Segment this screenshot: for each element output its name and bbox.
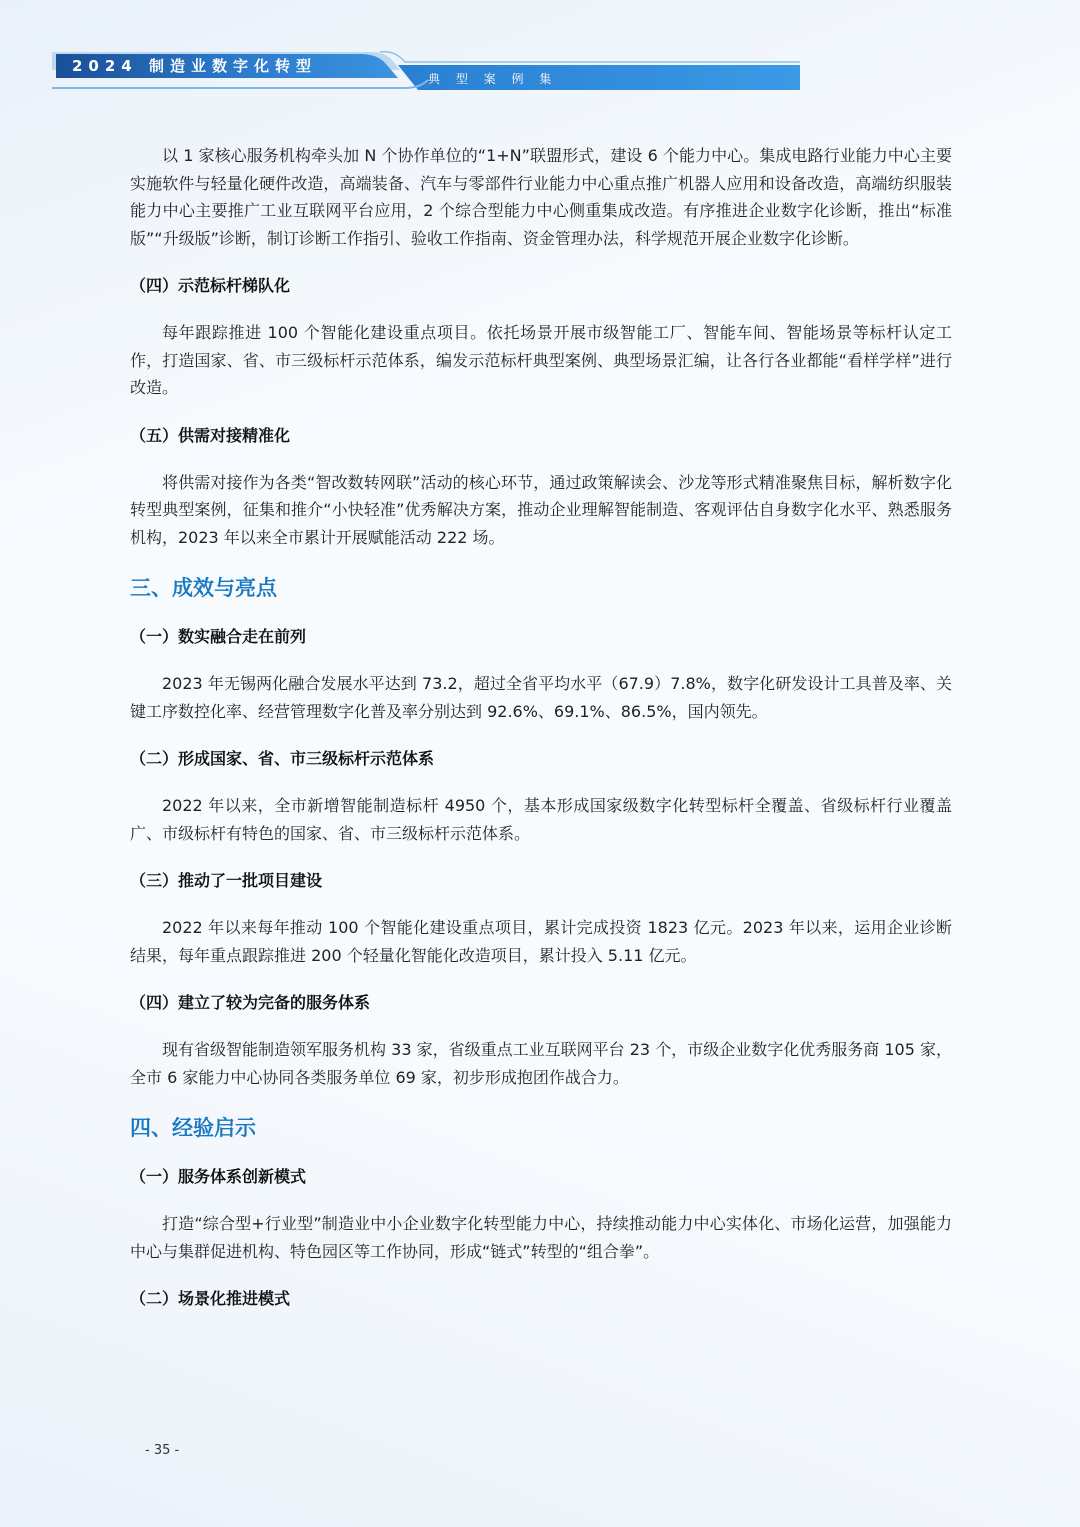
paragraph: 每年跟踪推进 100 个智能化建设重点项目。依托场景开展市级智能工厂、智能车间、智能场景等标杆认定工作，打造国家、省、市三级标杆示范体系，编发示范标杆典型案例、典型场景汇编，让各行各业都能“看样学样”进行改造。 (130, 323, 952, 397)
subsection-heading: （三）推动了一批项目建设 (130, 871, 323, 890)
article-body (130, 142, 952, 1312)
header-title: 2024 制造业数字化转型 (72, 57, 317, 75)
subsection-heading: （一）服务体系创新模式 (130, 1167, 307, 1186)
header-subtitle: 典 型 案 例 集 (428, 72, 558, 86)
paragraph: 现有省级智能制造领军服务机构 33 家，省级重点工业互联网平台 23 个，市级企业数字化优秀服务商 105 家，全市 6 家能力中心协同各类服务单位 69 家，初步形成抱团作战合力。 (130, 1040, 952, 1087)
paragraph: 打造“综合型+行业型”制造业中小企业数字化转型能力中心，持续推动能力中心实体化、市场化运营，加强能力中心与集群促进机构、特色园区等工作协同，形成“链式”转型的“组合拳”。 (130, 1214, 952, 1261)
paragraph: 将供需对接作为各类“智改数转网联”活动的核心环节，通过政策解读会、沙龙等形式精准聚焦目标，解析数字化转型典型案例，征集和推介“小快轻准”优秀解决方案，推动企业理解智能制造、客观评估自身数字化水平、熟悉服务机构，2023 年以来全市累计开展赋能活动 222 场。 (130, 472, 952, 547)
subsection-heading: （四）示范标杆梯队化 (130, 276, 291, 295)
section-title: 四、经验启示 (130, 1116, 256, 1140)
section-title: 三、成效与亮点 (130, 576, 277, 600)
paragraph: 2023 年无锡两化融合发展水平达到 73.2，超过全省平均水平（67.9）7.8%，数字化研发设计工具普及率、关键工序数控化率、经营管理数字化普及率分别达到 92.6%、69.1%、86.5%，国内领先。 (130, 674, 952, 721)
subsection-heading: （四）建立了较为完备的服务体系 (130, 993, 371, 1012)
subsection-heading: （五）供需对接精准化 (130, 425, 291, 445)
subsection-heading: （二）形成国家、省、市三级标杆示范体系 (130, 749, 435, 768)
page-number: - 35 - (145, 1443, 180, 1458)
subsection-heading: （二）场景化推进模式 (130, 1289, 291, 1308)
intro-paragraph: 以 1 家核心服务机构牵头加 N 个协作单位的“1+N”联盟形式，建设 6 个能力中心。集成电路行业能力中心主要实施软件与轻量化硬件改造，高端装备、汽车与零部件行业能力中心重点推广机器人应用和设备改造，高端纺织服装能力中心主要推广工业互联网平台应用，2 个综合型能力中心侧重集成改造。有序推进企业数字化诊断，推出“标准版”“升级版”诊断，制订诊断工作指引、验收工作指南、资金管理办法，科学规范开展企业数字化诊断。 (130, 146, 952, 248)
paragraph: 2022 年以来每年推动 100 个智能化建设重点项目，累计完成投资 1823 亿元。2023 年以来，运用企业诊断结果，每年重点跟踪推进 200 个轻量化智能化改造项目，累计投入 5.11 亿元。 (130, 918, 952, 965)
paragraph: 2022 年以来，全市新增智能制造标杆 4950 个，基本形成国家级数字化转型标杆全覆盖、省级标杆行业覆盖广、市级标杆有特色的国家、省、市三级标杆示范体系。 (130, 796, 952, 843)
page-header (0, 0, 1080, 110)
subsection-heading: （一）数实融合走在前列 (130, 627, 307, 646)
